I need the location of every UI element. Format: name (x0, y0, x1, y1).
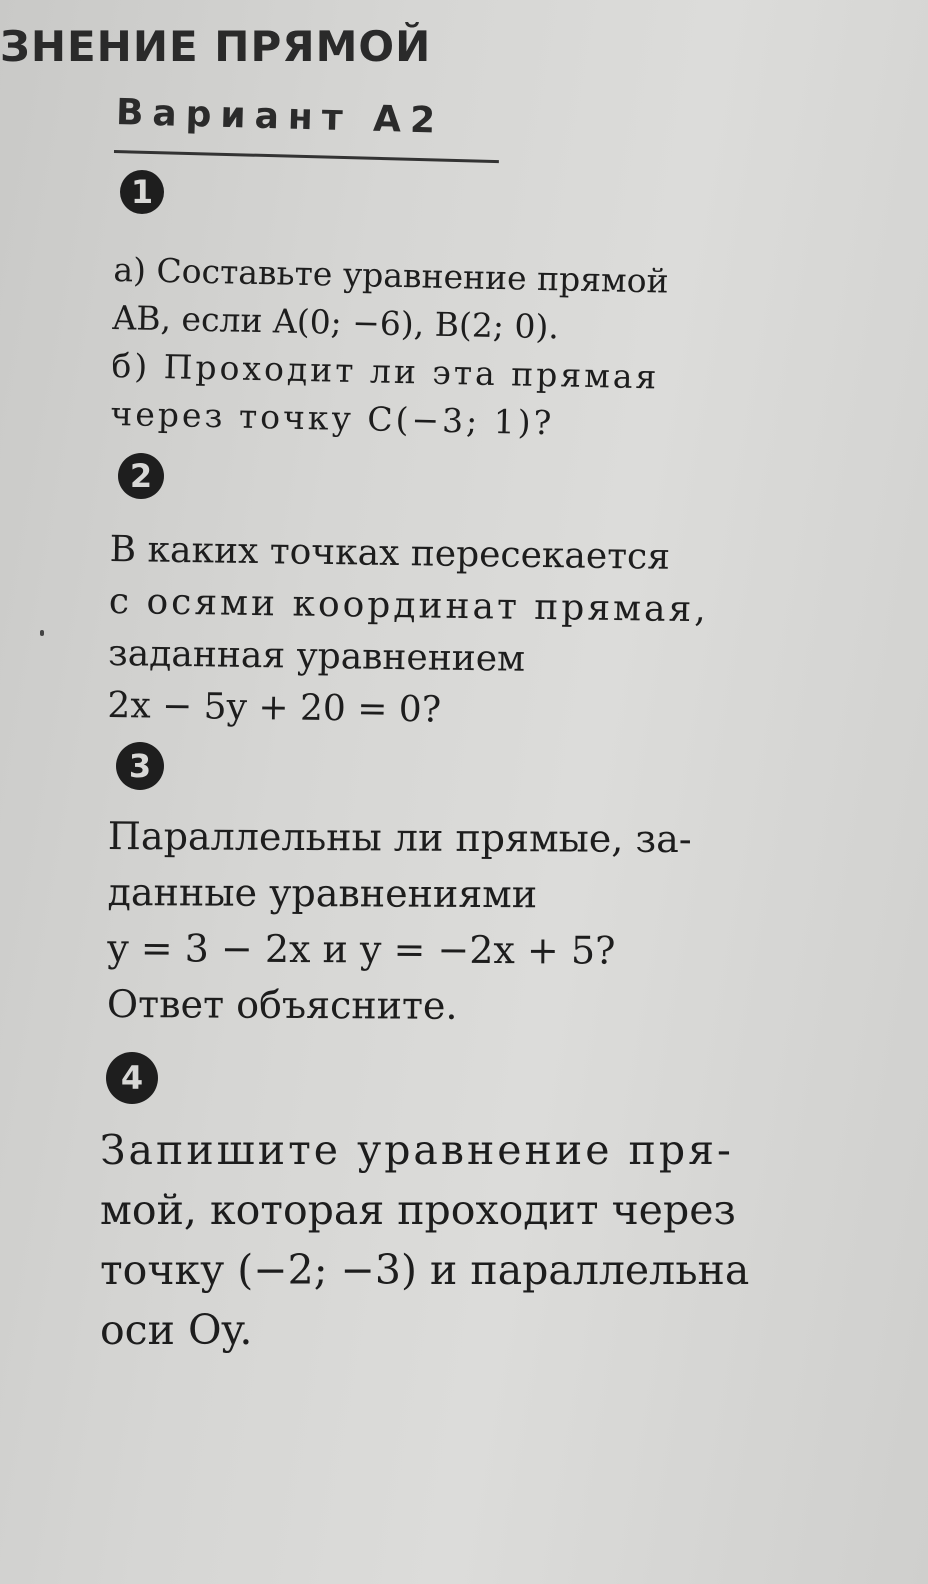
task-1-line-4: через точку C(−3; 1)? (110, 393, 555, 443)
task-4-line-3: точку (−2; −3) и параллельна (100, 1246, 750, 1294)
task-2-line-3: заданная уравнением (107, 632, 526, 680)
task-2-line-4: 2x − 5y + 20 = 0? (107, 684, 442, 731)
task-1-number-badge: 1 (120, 170, 164, 214)
task-2-text (107, 524, 720, 740)
task-2-line-1: В каких точках пересекается (109, 528, 671, 578)
page-speck (40, 630, 44, 636)
task-2-number-badge: 2 (118, 453, 164, 499)
task-3-line-4: Ответ объясните. (106, 981, 458, 1028)
task-1-line-1: а) Составьте уравнение прямой (113, 249, 669, 301)
task-3-number-badge: 3 (116, 742, 164, 790)
task-1-text (110, 246, 669, 450)
task-4-line-2: мой, которая проходит через (100, 1186, 736, 1234)
task-4-number-badge: 4 (106, 1052, 158, 1104)
task-4-line-4: оси Oy. (100, 1306, 253, 1354)
task-1-line-2: AB, если A(0; −6), B(2; 0). (112, 297, 560, 347)
variant-underline (114, 150, 499, 163)
variant-heading: Вариант А2 (115, 92, 445, 142)
task-4-text (100, 1120, 765, 1360)
task-3-line-1: Параллельны ли прямые, за- (107, 813, 692, 862)
section-title: ЗНЕНИЕ ПРЯМОЙ (0, 22, 432, 71)
task-2-line-2: с осями координат прямая, (108, 580, 709, 631)
task-3-line-3: y = 3 − 2x и y = −2x + 5? (107, 925, 616, 973)
task-1-line-3: б) Проходит ли эта прямая (111, 345, 660, 397)
task-4-line-1: Запишите уравнение пря- (100, 1126, 734, 1174)
task-3-text (107, 808, 738, 1035)
task-3-line-2: данные уравнениями (107, 869, 538, 917)
